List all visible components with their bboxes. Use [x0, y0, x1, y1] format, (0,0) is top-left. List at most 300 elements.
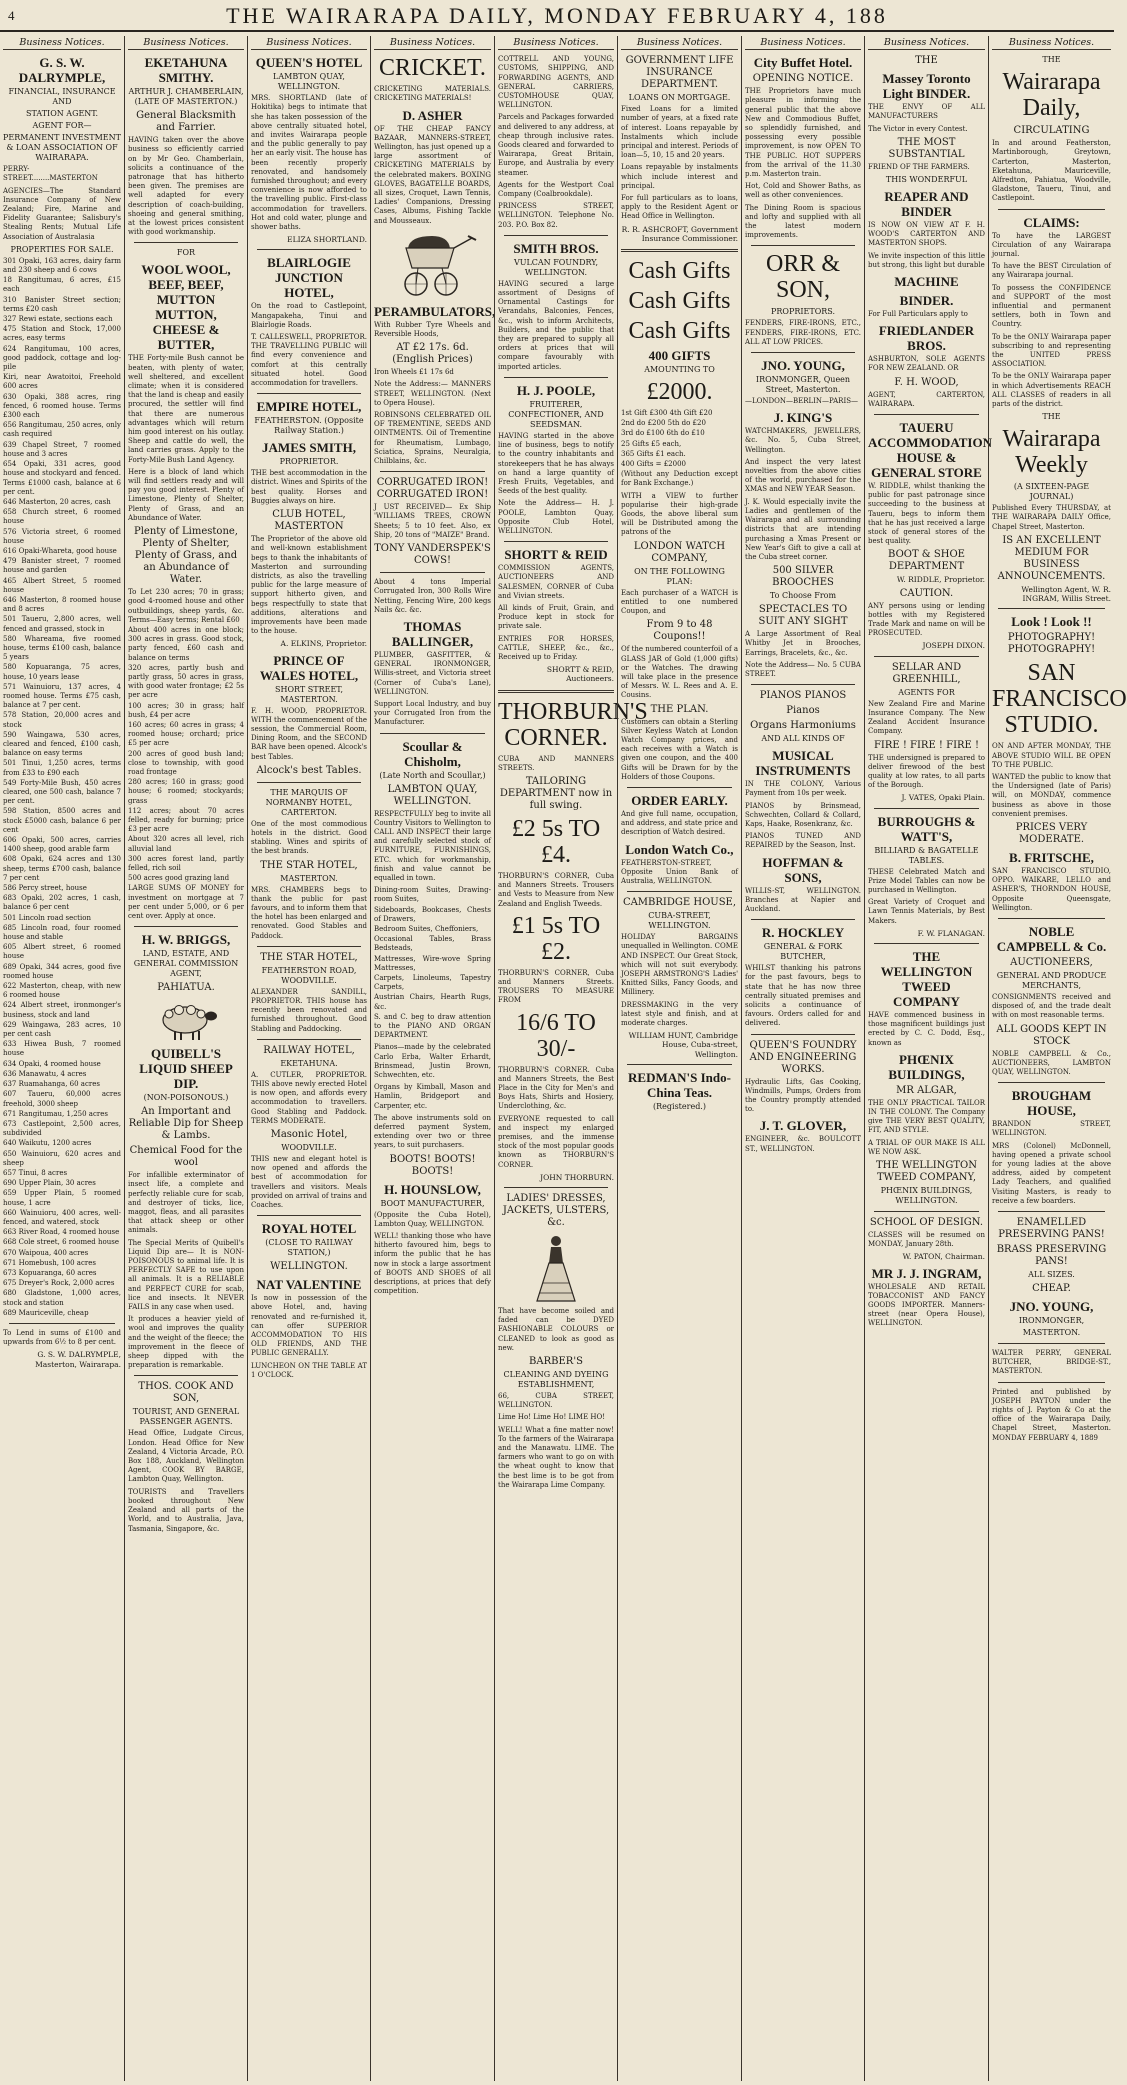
column-header: Business Notices. — [868, 38, 985, 50]
ad-body-text: MRS. CHAMBERS begs to thank the public for past favours, and to inform them that the hotel has been enlarged and renovated. Good Stables and Paddock. — [251, 885, 367, 940]
ad-body-text: On the road to Castlepoint, Mangapakeha, Tinui and Blairlogie Roads. — [251, 302, 367, 329]
ad-caption: AND ALL KINDS OF — [761, 734, 845, 744]
ad-subheading: F. H. WOOD, — [894, 376, 959, 388]
divider — [998, 918, 1105, 919]
ad-headline: BURROUGHS & WATT'S, — [877, 813, 976, 844]
ad-signature: F. W. FLANAGAN. — [917, 928, 985, 938]
ad-caption: GENERAL AND PRODUCE MERCHANTS, — [996, 970, 1107, 990]
ad-body-text: All kinds of Fruit, Grain, and Produce kept in stock for private sale. — [498, 603, 614, 631]
ad-body-text: AGENT, CARTERTON, WAIRARAPA. — [868, 390, 985, 408]
list-item: 475 Station and Stock, 17,000 acres, easy terms — [3, 325, 121, 343]
ad-caption: IRONMONGER, — [1018, 1315, 1085, 1325]
ad-body-text: THE ONLY PRACTICAL TAILOR IN THE COLONY. The Company give THE VERY BEST QUALITY, FIT, AND STYLE. — [868, 1098, 985, 1135]
ad-body-text: And give full name, occupation, and address, and state price and description of Watch desired. — [621, 809, 738, 837]
ad-body-text: J UST RECEIVED— Ex Ship 'WILLIAMS TREES, CROWN Sheets; 5 to 10 feet. Also, ex Ship, 20 tons of "MAIZE" Brand. — [374, 503, 491, 539]
ad-body-text: ROBINSONS CELEBRATED OIL OF TREMENTINE, SEEDS AND OINTMENTS. Oil of Trementine for Rheumatism, Lumbago, Sciatica, Sprains, Neuralgia, Chilblains, &c. — [374, 411, 491, 466]
list-item: 639 Chapel Street, 7 roomed house and 3 acres — [3, 440, 121, 458]
divider — [627, 891, 732, 892]
ad-subheading: SELLAR AND GREENHILL, — [891, 661, 962, 685]
ad-body-text: THE Forty-mile Bush cannot be beaten, with plenty of water, well sheltered, and excellent climate; when it is considered that the land is cheap and easily procured, the settler will find that there are numerous advantages which will return him good interest on his outlay. Sheep and cattle do well, the land carries grass. Apply to the Forty-Mile Bush Land Agency. — [128, 354, 244, 464]
list-item: 658 Church street, 6 roomed house — [3, 508, 121, 526]
ad-body-text: The Proprietor of the above old and well-known establishment begs to thank the inhabitants of Masterton and surrounding districts, as also the travelling public for the large measure of support hitherto given, and begs respectfully to state that additions, alterations and improvements have been made to the house. — [251, 535, 367, 636]
divider — [998, 209, 1105, 210]
ad-headline: BINDER. — [899, 293, 954, 309]
list-item: 112 acres; about 70 acres felled, ready for burning; price £3 per acre — [128, 806, 244, 834]
ad-body-text: WHOLESALE AND RETAIL TOBACCONIST AND FANCY GOODS IMPORTER. Manners-street (near Opera House), WELLINGTON. — [868, 1282, 985, 1328]
ad-body-text: PERRY-STREET........MASTERTON — [3, 165, 98, 183]
ad-subheading: OPENING NOTICE. — [752, 73, 854, 85]
sheep-illustration — [128, 998, 244, 1042]
ad-body-text: THIS new and elegant hotel is now opened and affords the best of accommodation for travellers and visitors. Meals provided on arrival of trains and Coaches. — [251, 1155, 367, 1210]
list-item: 25 Gifts £5 each, — [621, 439, 682, 448]
listing-list — [374, 886, 491, 1012]
ad-subheading: SPECTACLES TO SUIT ANY SIGHT — [758, 604, 848, 628]
list-item: 624 Rangitumau, 100 acres, good paddock, cottage and log-pile — [3, 344, 121, 372]
ad-body-text: ASHBURTON, SOLE AGENTS FOR NEW ZEALAND. OR — [868, 355, 985, 373]
ad-caption: TOURIST, AND GENERAL PASSENGER AGENTS. — [132, 1407, 240, 1427]
ad-body-text: Note the Address— H. J. POOLE, Lambton Quay, Opposite Club Hotel, WELLINGTON. — [498, 499, 614, 535]
ad-subheading: General Blacksmith and Farrier. — [136, 110, 236, 134]
ad-body-text: HOLIDAY BARGAINS unequalled in Wellington. COME AND INSPECT. Our Great Stock, which will not suit everybody. JOSEPH ARMSTRONG'S Ladies' Knitted Silks, Fancy Goods, and Millinery. — [621, 933, 738, 997]
ad-headline: B. FRITSCHE, — [1009, 849, 1094, 865]
ad-subheading: AUCTIONEERS, — [1010, 956, 1093, 968]
ad-headline: NAT VALENTINE — [256, 1277, 362, 1293]
ad-subheading: Organs Harmoniums — [750, 720, 856, 732]
ad-headline: H. HOUNSLOW, — [384, 1181, 481, 1197]
ad-body-text: With Rubber Tyre Wheels and Reversible Hoods, — [374, 320, 491, 339]
ad-subheading: CLUB HOTEL, MASTERTON — [272, 509, 346, 533]
ad-body-text: T. CALLESWELL, PROPRIETOR. THE TRAVELLING PUBLIC will find every convenience and comfort at this centrally situated hotel. Good accommodation for travellers. — [251, 333, 367, 388]
ad-subheading: THE STAR HOTEL, — [260, 951, 358, 963]
ad-body-text: Note the Address:— MANNERS STREET, WELLINGTON. (Next to Opera House). — [374, 380, 491, 407]
ad-body-text: To possess the CONFIDENCE and SUPPORT of the most influential and permanent settlers, both in Town and Country. — [992, 283, 1111, 329]
ad-headline: G. S. W. DALRYMPLE, — [18, 55, 106, 86]
ad-display-text: THORBURN'S CORNER. — [498, 698, 648, 751]
ad-body-text: THE best accommodation in the district. Wines and Spirits of the best quality. Horses and Buggies always on hire. — [251, 469, 367, 505]
ad-body-text: Iron Wheels £1 17s 6d — [374, 368, 454, 377]
column-6 — [617, 36, 741, 2081]
list-item: 300 acres forest land, partly felled, rich soil — [128, 854, 244, 872]
ad-subheading: PHOTOGRAPHY! PHOTOGRAPHY! — [1007, 632, 1096, 656]
ad-subheading: QUEEN'S FOUNDRY AND ENGINEERING WORKS. — [749, 1039, 857, 1075]
ad-caption: STATION AGENT. — [25, 109, 99, 119]
list-item: 629 Waingawa, 283 acres, 10 per cent cash — [3, 1020, 121, 1039]
perambulator-illustration — [374, 230, 491, 300]
divider — [380, 572, 485, 573]
list-item: 576 Victoria street, 6 roomed house — [3, 527, 121, 545]
list-item: 637 Ruamahanga, 60 acres — [3, 1080, 100, 1089]
ad-body-text: To be the ONLY Wairarapa paper subscribing to and representing the UNITED PRESS ASSOCIATION. — [992, 332, 1111, 369]
ad-body-text: WHILST thanking his patrons for the past favours, begs to state that he has now three centrally situated premises and solicits a continuance of favours. Orders called for and delivered. — [745, 964, 861, 1028]
list-item: 690 Upper Plain, 30 acres — [3, 1179, 96, 1188]
ad-headline: SMITH BROS. — [513, 240, 599, 256]
ad-caption: LAMBTON QUAY, WELLINGTON. — [273, 72, 345, 92]
list-item: 465 Albert Street, 5 roomed house — [3, 576, 121, 594]
column-header: Business Notices. — [251, 38, 367, 50]
ad-signature: W. RIDDLE, Proprietor. — [896, 575, 985, 585]
list-item: 501 Taueru, 2,800 acres, well fenced and grassed, stock in — [3, 615, 121, 633]
divider — [380, 471, 485, 472]
ad-headline: D. ASHER — [402, 107, 463, 123]
ad-subheading: BOOT & SHOE DEPARTMENT — [888, 549, 965, 573]
list-item: 580 Whareama, five roomed house, terms £100 cash, balance 5 years — [3, 634, 121, 662]
ad-caption: CUBA-STREET, WELLINGTON. — [648, 911, 711, 931]
ad-subheading: Masonic Hotel, — [270, 1129, 348, 1141]
list-item: 1st Gift £300 4th Gift £20 — [621, 409, 713, 418]
ad-body-text: Fixed Loans for a limited number of years, at a fixed rate of interest. Loans repayable by Instalments which include principal and interest. Periods of loan—5, 10, 15 and 20 years. — [621, 105, 738, 160]
ad-body-text: In and around Featherston, Martinborough, Greytown, Carterton, Masterton, Eketahuna, Mauriceville, Alfredton, Pahiatua, Woodville, Gladstone, Taueru, Tinui, and Castlepoint. — [992, 139, 1111, 203]
ad-subheading: THE PLAN. — [650, 703, 709, 715]
ad-body-text: To have the LARGEST Circulation of any Wairarapa journal. — [992, 231, 1111, 259]
ad-body-text: Of the numbered counterfoil of a GLASS JAR of Gold (1,000 gifts) or the Watches. The drawing will take place in the presence of Messrs. W. L. Rees and A. E. Cousins. — [621, 645, 738, 700]
ad-subheading: LAMBTON QUAY, WELLINGTON. — [387, 783, 478, 807]
ad-headline: QUEEN'S HOTEL — [255, 55, 363, 71]
list-item: 659 Upper Plain, 5 roomed house, 1 acre — [3, 1189, 121, 1207]
ad-subheading: SCHOOL OF DESIGN. — [869, 1216, 984, 1228]
ad-body-text: It produces a heavier yield of wool and improves the quality and the weight of the fleece; the improvement in the fleece of sheep dipped with the preparation is remarkable. — [128, 1315, 244, 1370]
ad-subheading: THOS. COOK AND SON, — [138, 1381, 234, 1405]
ad-subheading: ENAMELLED PRESERVING PANS! — [998, 1216, 1105, 1240]
ad-body-text: For Full Particulars apply to — [868, 310, 968, 319]
ad-headline: REDMAN'S Indo-China Teas. — [628, 1069, 731, 1100]
list-item: Dining-room Suites, Drawing-room Suites, — [374, 886, 491, 904]
list-item: 479 Banister street, 7 roomed house and garden — [3, 557, 121, 575]
ad-body-text: COMMISSION AGENTS, AUCTIONEERS AND SALESMEN, CORNER of Cuba and Vivian streets. — [498, 564, 614, 600]
list-item: 616 Opaki-Whareta, good house — [3, 546, 117, 555]
divider — [134, 1375, 238, 1376]
list-item: 654 Opaki, 331 acres, good house and stockyard and fenced. Terms £1000 cash, balance at 6 per cent. — [3, 460, 121, 496]
divider — [257, 249, 361, 250]
ad-subheading: 500 SILVER BROOCHES — [772, 565, 834, 589]
divider — [751, 684, 855, 685]
list-item: 689 Opaki, 344 acres, good five roomed house — [3, 962, 121, 980]
ad-subheading: CIRCULATING — [1013, 125, 1090, 137]
ad-caption: PROPERTIES FOR SALE. — [10, 244, 114, 254]
ad-body-text: Here is a block of land which will find settlers ready and will pay you good interest. Plenty of Limestone, Plenty of Shelter, Plenty of Grass, and an Abundance of Water. — [128, 467, 244, 522]
ad-body-text: For infallible exterminator of insect life, a complete and perfectly reliable cure for scab, and destroyer of ticks, lice, maggot, fleas, and all parasites that attack sheep or other animals. — [128, 1171, 244, 1235]
column-7 — [741, 36, 864, 2081]
list-item: 580 Kopuaranga, 75 acres, house, 10 years lease — [3, 663, 121, 681]
ad-body-text: WELL! What a fine matter now! To the farmers of the Wairarapa and the Manawatu. LIME. The farmers who want to go on with the wheat ought to know that the best lime is to be got from the Wairarapa Lime Company. — [498, 1425, 614, 1489]
ad-headline: HOFFMAN & SONS, — [762, 854, 844, 885]
column-header: Business Notices. — [3, 38, 121, 50]
list-item: 365 Gifts £1 each. — [621, 449, 686, 458]
divider — [998, 1382, 1105, 1383]
divider — [504, 235, 608, 236]
list-item: 100 acres; 30 in grass; half bush, £4 per acre — [128, 701, 244, 719]
ad-caption: VULCAN FOUNDRY, WELLINGTON. — [513, 257, 599, 277]
ad-body-text: HAVE commenced business in those magnificent buildings just erected by C. C. Dodd, Esq., known as — [868, 1010, 985, 1047]
ad-body-text: J. K. Would especially invite the Ladies and gentlemen of the Wairarapa and all surrounding districts that are intending purchasing a Xmas Present or New Year's Gift to give a call at the Cuba street corner. — [745, 497, 861, 561]
ad-caption: MASTERTON. — [280, 873, 338, 883]
list-item: 671 Homebush, 100 acres — [3, 1258, 96, 1267]
ad-body-text: CLASSES will be resumed on MONDAY, January 28th. — [868, 1230, 985, 1249]
ad-subheading: MR ALGAR, — [896, 1084, 957, 1096]
ad-caption: AGENTS FOR — [898, 687, 955, 697]
ad-body-text: ANY persons using or lending bottles with my Registered Trade Mark and name on will be PROSECUTED. — [868, 601, 985, 638]
ad-headline: J. KING'S — [773, 410, 833, 426]
ad-caption: FRUITERER, CONFECTIONER, AND SEEDSMAN. — [508, 399, 604, 429]
ad-subheading: GOVERNMENT LIFE INSURANCE DEPARTMENT. — [625, 55, 734, 91]
ad-body-text: A Large Assortment of Real Whitby Jet in Brooches, Earrings, Bracelets, &c., &c. — [745, 630, 861, 657]
ad-body-text: WELL! thanking those who have hitherto favoured him, begs to inform the public that he has now in stock a large assortment of BOOTS AND SHOES of all descriptions, at prices that defy competition. — [374, 1232, 491, 1296]
ad-display-text: Cash Gifts — [628, 258, 731, 285]
ad-body-text: LARGE SUMS OF MONEY for investment on mortgage at 7 per cent under 5,000, or 6 per cent over. Apply at once. — [128, 884, 244, 920]
list-item: 671 Rangitumau, 1,250 acres — [3, 1109, 108, 1118]
ad-body-text: Each purchaser of a WATCH is entitled to one numbered Coupon, and — [621, 588, 738, 616]
list-item: 320 acres, partly bush and partly grass, 50 acres in grass, with good water frontage; £2 5s per acre — [128, 663, 244, 700]
ad-caption: MASTERTON. — [1022, 1327, 1081, 1337]
ad-signature: G. S. W. DALRYMPLE, Masterton, Wairarapa. — [35, 1350, 121, 1369]
list-item: Bedroom Suites, Cheffoniers, — [374, 924, 479, 933]
ad-body-text: MRS (Colonel) McDonnell, having opened a private school for young ladies at the above address, aided by competent Lady Teachers, and qualified Visiting Masters, is ready to receive a few boarders. — [992, 1141, 1111, 1205]
ad-body-text: BRANDON STREET, WELLINGTON. — [992, 1120, 1111, 1138]
divider — [257, 782, 361, 783]
ad-subheading: LONDON WATCH COMPANY, — [633, 540, 726, 564]
ad-body-text: CUBA AND MANNERS STREETS. — [498, 754, 614, 772]
divider — [257, 946, 361, 947]
ad-body-text: WANTED the public to know that the Undersigned (late of Paris) will, on MONDAY, commence business as above in those convenient premises. — [992, 772, 1111, 818]
divider — [998, 1343, 1105, 1344]
ad-body-text: Is now in possession of the above Hotel, and, having renovated and re-furnished it, can offer SUPERIOR ACCOMMODATION TO HIS OLD FRIENDS, AND THE PUBLIC GENERALLY. — [251, 1294, 367, 1358]
ad-headline: City Buffet Hotel. — [753, 55, 853, 71]
ad-caption: (NON-POISONOUS.) — [143, 1093, 229, 1103]
ad-body-text: TOURISTS and Travellers booked throughout New Zealand and all parts of the World, and to Australia, Java, Tasmania, Singapore, &c. — [128, 1487, 244, 1533]
ad-subheading: BRASS PRESERVING PANS! — [996, 1243, 1107, 1267]
ad-body-text: The Dining Room is spacious and lofty and supplied with all the latest modern improvements. — [745, 203, 861, 240]
masthead — [0, 0, 1114, 32]
ad-headline: NOBLE CAMPBELL & Co. — [996, 923, 1107, 954]
ad-signature: ELIZA SHORTLAND. — [287, 235, 367, 245]
ad-headline: QUIBELL'S LIQUID SHEEP DIP. — [139, 1046, 233, 1092]
list-item: 590 Waingawa, 530 acres, cleared and fenced, £100 cash, balance on easy terms — [3, 730, 121, 758]
ad-caption: LOANS ON MORTGAGE. — [628, 93, 731, 103]
ad-headline: PERAMBULATORS, — [374, 303, 496, 319]
ad-body-text: And inspect the very latest novelties from the above cities of the world, purchased for the XMAS and NEW YEAR Season. — [745, 457, 861, 494]
ad-body-text: WATCHMAKERS, JEWELLERS, &c. No. 5, Cuba Street, Wellington. — [745, 427, 861, 454]
ad-caption: PROPRIETORS. — [770, 307, 836, 317]
ad-body-text: OF THE CHEAP FANCY BAZAAR, MANNERS-STREET, Wellington, has just opened up a large assortment of CRICKETING MATERIALS by the celebrated makers. BOXING GLOVES, BAGATELLE BOARDS, all sizes, Croquet, Lawn Tennis, Ladies' Companions, Dressing Cases, Albums, Fishing Tackle and Mousseaux. — [374, 124, 491, 225]
ad-signature: SHORTT & REID, Auctioneers. — [546, 665, 614, 684]
list-item: Kiri, near Awatoitoi, Freehold 600 acres — [3, 373, 121, 391]
list-item: Austrian Chairs, Hearth Rugs, &c. — [374, 993, 491, 1011]
ad-body-text: WALTER PERRY, GENERAL BUTCHER, BRIDGE-ST., MASTERTON. — [992, 1348, 1111, 1376]
ad-body-text: Hydraulic Lifts, Gas Cooking, Windmills, Pumps, Orders from the Country promptly attended to. — [745, 1077, 861, 1114]
ad-headline: H. J. POOLE, — [516, 382, 596, 398]
ad-subheading: CAMBRIDGE HOUSE, — [622, 897, 737, 909]
ad-subheading: Plenty of Limestone, Plenty of Shelter, Plenty of Grass, and an Abundance of Water. — [134, 526, 238, 586]
ad-body-text: To have the BEST Circulation of any Wairarapa journal. — [992, 262, 1111, 280]
ad-body-text: One of the most commodious hotels in the district. Good stabling. Wines and spirits of the best brands. — [251, 819, 367, 856]
list-item: 608 Opaki, 624 acres and 130 sheep, terms £700 cash, balance 7 per cent — [3, 855, 121, 882]
ad-subheading: An Important and Reliable Dip for Sheep & Lambs. — [128, 1106, 244, 1142]
ad-signature: W. PATON, Chairman. — [902, 1252, 985, 1262]
ad-signature: JOHN THORBURN. — [540, 1172, 614, 1182]
listing-list — [128, 588, 244, 883]
ad-subheading: AT £2 17s. 6d. (English Prices) — [392, 342, 473, 366]
list-item: To Let 230 acres; 70 in grass; good 4-roomed house and other outbuildings, sheep yards, &c. Terms—Easy terms; Rental £60 — [128, 588, 244, 624]
ad-body-text: FENDERS, FIRE-IRONS, ETC., FENDERS, FIRE-IRONS, ETC. ALL AT LOW PRICES. — [745, 319, 861, 346]
ad-body-text: Organs by Kimball, Mason and Hamlin, Bridgeport and Carpenter, etc. — [374, 1083, 491, 1110]
masthead-title: THE WAIRARAPA DAILY, MONDAY FEBRUARY 4, 188 — [226, 3, 888, 28]
ad-body-text: A TRIAL OF OUR MAKE IS ALL WE NOW ASK. — [868, 1138, 985, 1156]
divider — [257, 1039, 361, 1040]
list-item: 689 Mauriceville, cheap — [3, 1308, 89, 1317]
ad-subheading: RAILWAY HOTEL, — [263, 1044, 355, 1056]
ad-body-text: Printed and published by JOSEPH PAYTON under the rights of J. Payton & Co at the office of the Wairarapa Daily, Chapel Street, Masterton. MONDAY FEBRUARY 4, 1889 — [992, 1387, 1111, 1442]
divider — [874, 414, 979, 415]
ad-display-text: Cash Gifts — [628, 288, 731, 315]
divider — [874, 943, 979, 944]
divider — [504, 1187, 608, 1188]
list-item: Occasional Tables, Brass Bedsteads, — [374, 935, 491, 953]
divider — [257, 393, 361, 394]
ad-headline: ORDER EARLY. — [631, 792, 728, 808]
ad-subheading: PAHIATUA. — [157, 982, 215, 994]
divider — [257, 1215, 361, 1216]
ad-signature: Wellington Agent, W. R. INGRAM, Willis Street. — [1021, 584, 1111, 604]
ad-subheading: IS AN EXCELLENT MEDIUM FOR BUSINESS ANNOUNCEMENTS. — [997, 534, 1106, 582]
list-item: Carpets, Linoleums, Tapestry Carpets, — [374, 973, 491, 992]
ad-caption: FEATHERSTON ROAD, WOODVILLE. — [261, 965, 357, 985]
ad-display-text: £2000. — [646, 379, 713, 406]
ad-body-text: Loans repayable by instalments which include interest and principal. — [621, 163, 738, 190]
column-header: Business Notices. — [128, 38, 244, 50]
list-item: 310 Banister Street section; terms £20 cash — [3, 295, 121, 313]
ad-body-text: HAVING secured a large assortment of Designs of Ornamental Castings for Verandahs, Balconies, Fences, &c., wish to inform Architects, Builders, and the public that they are prepared to supply all orders at prices that will compare favourably with imported articles. — [498, 279, 614, 371]
ad-caption: (A SIXTEEN-PAGE JOURNAL) — [1013, 482, 1090, 502]
ad-body-text: PIANOS by Brinsmead, Schwechten, Collard & Collard, Kaps, Haake, Rosenkranz, &c. — [745, 801, 861, 828]
ad-subheading: PRICES VERY MODERATE. — [1015, 821, 1088, 845]
ad-caption: THE MARQUIS OF NORMANBY HOTEL, CARTERTON. — [265, 787, 353, 817]
ad-display-text: Cash Gifts — [628, 318, 731, 345]
listing-list — [621, 409, 738, 469]
list-item: 633 Hiwea Bush, 7 roomed house — [3, 1040, 121, 1058]
ad-display-text: £1 5s TO £2. — [511, 912, 601, 965]
ad-signature: WILLIAM HUNT, Cambridge House, Cuba-street, Wellington. — [628, 1031, 738, 1059]
ad-subheading: BARBER'S — [529, 1356, 583, 1368]
ad-signature: A. ELKINS, Proprietor. — [280, 639, 367, 649]
list-item: 634 Opaki, 4 roomed house — [3, 1059, 101, 1068]
divider — [998, 1082, 1105, 1083]
ad-body-text: Note the Address— No. 5 CUBA STREET. — [745, 660, 861, 678]
list-item: 2nd do £200 5th do £20 — [621, 419, 706, 428]
divider — [134, 242, 238, 243]
ad-caption: AMOUNTING TO — [644, 365, 715, 375]
divider — [751, 352, 855, 353]
list-item: 606 Opaki, 500 acres, carries 1400 sheep, good arable farm — [3, 836, 121, 854]
list-item: 18 Rangitumau, 6 acres, £15 each — [3, 276, 121, 294]
ad-headline: BLAIRLOGIE JUNCTION HOTEL, — [267, 255, 351, 301]
ad-caption: SHORT STREET, MASTERTON. — [275, 684, 343, 704]
ad-headline: PHŒNIX BUILDINGS, — [888, 1051, 965, 1082]
list-item: 650 Wainuioru, 620 acres and sheep — [3, 1149, 121, 1167]
ad-body-text: THESE Celebrated Match and Prize Model Tables can now be purchased in Wellington. — [868, 867, 985, 894]
ad-caption: (CLOSE TO RAILWAY STATION,) — [265, 1238, 353, 1258]
list-item: 673 Kopuaranga, 60 acres — [3, 1268, 97, 1277]
list-item: 586 Percy street, house — [3, 884, 87, 893]
divider — [998, 1211, 1105, 1212]
ad-headline: CLAIMS: — [1023, 214, 1080, 230]
ad-caption: FOR — [176, 248, 196, 258]
ad-subheading: FIRE ! FIRE ! FIRE ! — [873, 739, 980, 751]
ad-caption: (Registered.) — [653, 1101, 706, 1111]
list-item: 571 Wainuioru, 137 acres, 4 roomed house. Terms £75 cash, balance at 7 per cent. — [3, 682, 121, 710]
ad-body-text: MRS. SHORTLAND (late of Hokitika) begs to intimate that she has taken possession of the above centrally situated hotel, and invites Wairarapa people and the public generally to pay her an early visit. The house has been recently properly renovated, and handsomely furnished throughout; and every convenience is now afforded to the travelling public. First-class accommodation for travellers. Hot and cold water, plunge and shower baths. — [251, 94, 367, 232]
ad-caption: (Late North and Scoullar,) — [379, 770, 486, 780]
divider — [998, 608, 1105, 609]
ad-body-text: HAVING taken over the above business so efficiently carried on by Mr Geo. Chamberlain, solicits a continuance of the patronage that has hitherto been given. The premises are well adapted for every description of coach-building, shoeing and general smithing, at the lowest prices consistent with good workmanship. — [128, 136, 244, 237]
ad-headline: FRIEDLANDER BROS. — [878, 323, 975, 354]
ad-headline: EKETAHUNA SMITHY. — [144, 55, 228, 86]
ad-body-text: New Zealand Fire and Marine Insurance Company. The New Zealand Accident Insurance Company. — [868, 699, 985, 736]
divider — [504, 541, 608, 542]
list-item: 160 acres; 60 acres in grass; 4 roomed house; orchard; price £5 per acre — [128, 720, 244, 748]
list-item: 683 Opaki, 202 acres, 1 cash, balance 6 per cent — [3, 894, 121, 912]
ad-display-text: 16/6 TO 30/- — [516, 1009, 596, 1062]
divider — [380, 733, 485, 734]
ad-body-text: That have become soiled and faded can be DYED FASHIONABLE COLOURS or CLEANED to look as good as new. — [498, 1307, 614, 1352]
ad-headline: ROYAL HOTEL — [261, 1221, 357, 1237]
ad-body-text: ALEXANDER SANDILL, PROPRIETOR. THIS house has recently been renovated and furnished throughout. Good Stabling and Paddocking. — [251, 987, 367, 1033]
list-item: Sideboards, Bookcases, Chests of Drawers, — [374, 905, 491, 923]
list-item: 670 Waipoua, 400 acres — [3, 1248, 89, 1257]
list-item: 624 Albert street, ironmonger's business, stock and land — [3, 1001, 121, 1019]
ad-headline: London Watch Co., — [625, 841, 734, 857]
ad-body-text: FRIEND OF THE FARMERS. — [868, 162, 970, 171]
ad-caption: ALL SIZES. — [1028, 1269, 1075, 1279]
column-header: Business Notices. — [992, 38, 1111, 50]
column-8 — [864, 36, 992, 2081]
ad-body-text: ON AND AFTER MONDAY, THE ABOVE STUDIO WILL BE OPEN TO THE PUBLIC. — [992, 742, 1111, 769]
ad-caption: To Choose From — [769, 591, 837, 601]
column-9 — [988, 36, 1127, 2081]
ad-body-text: WILLIS-ST, WELLINGTON. Branches at Napier and Auckland. — [745, 886, 861, 913]
ad-display-text: £2 5s TO £4. — [511, 815, 601, 868]
list-item: 622 Masterton, cheap, with new 6 roomed house — [3, 982, 121, 1000]
ad-body-text: The Special Merits of Quibell's Liquid Dip are— It is NON-POISONOUS to animal life. It is PERFECTLY SAFE to use upon all animals. It is a RELIABLE and PERFECT CURE for scab, lice and insects. It NEVER FAILS in any case when used. — [128, 1238, 244, 1312]
ad-caption: THE — [1042, 55, 1061, 65]
ad-subheading: From 9 to 48 Coupons!! — [646, 619, 713, 643]
column-header: Business Notices. — [621, 38, 738, 50]
ad-body-text: F. H. WOOD, PROPRIETOR. WITH the commencement of the session, the Commercial Room, Dining Room, and the SECOND BAR have been opened. Alcock's best Tables. — [251, 706, 367, 761]
list-item: 3rd do £100 6th do £10 — [621, 429, 705, 438]
ad-body-text: PRINCESS STREET, WELLINGTON. Telephone No. 203. P.O. Box 82. — [498, 202, 614, 229]
ad-caption: BILLIARD & BAGATELLE TABLES. — [874, 845, 979, 865]
ad-body-text: We invite inspection of this little but strong, this light but durable — [868, 251, 985, 269]
list-item: 685 Lincoln road, four roomed house and stable — [3, 923, 121, 942]
ad-headline: EMPIRE HOTEL, — [256, 399, 362, 415]
list-item: 668 Cole street, 6 roomed house — [3, 1238, 119, 1247]
list-item: 280 acres; 160 in grass; good house; 6 roomed; stockyards; grass — [128, 778, 244, 805]
ad-display-text: CRICKET. — [379, 55, 486, 82]
list-item: 636 Manawatu, 4 acres — [3, 1069, 87, 1078]
column-header: Business Notices. — [374, 38, 491, 50]
divider — [751, 919, 855, 920]
ad-caption: PHŒNIX BUILDINGS, WELLINGTON. — [880, 1185, 973, 1205]
ad-body-text: W. RIDDLE, whilst thanking the public for past patronage since succeeding to the business at Taueru, begs to inform them that he has just received a large stock of general stores of the best quality. — [868, 482, 985, 546]
divider — [621, 249, 738, 252]
ad-body-text: Support Local Industry, and buy your Corrugated Iron from the Manufacturer. — [374, 699, 491, 727]
ad-display-text: Wairarapa Weekly — [1002, 426, 1101, 479]
ad-subheading: TONY VANDERSPEK'S COWS! — [374, 543, 491, 567]
ad-caption: ON THE FOLLOWING PLAN: — [634, 566, 725, 586]
ad-body-text: To Lend in sums of £100 and upwards from 6½ to 8 per cent. — [3, 1328, 121, 1347]
ad-subheading: THE — [915, 55, 938, 67]
list-item: About 400 acres in one block; 300 acres in grass. Good stock, party fenced, £60 cash and balance on terms — [128, 625, 244, 662]
ad-body-text: CONSIGNMENTS received and disposed of, and the trade dealt with on most reasonable terms. — [992, 992, 1111, 1020]
list-item: 663 River Road, 4 roomed house — [3, 1228, 120, 1237]
